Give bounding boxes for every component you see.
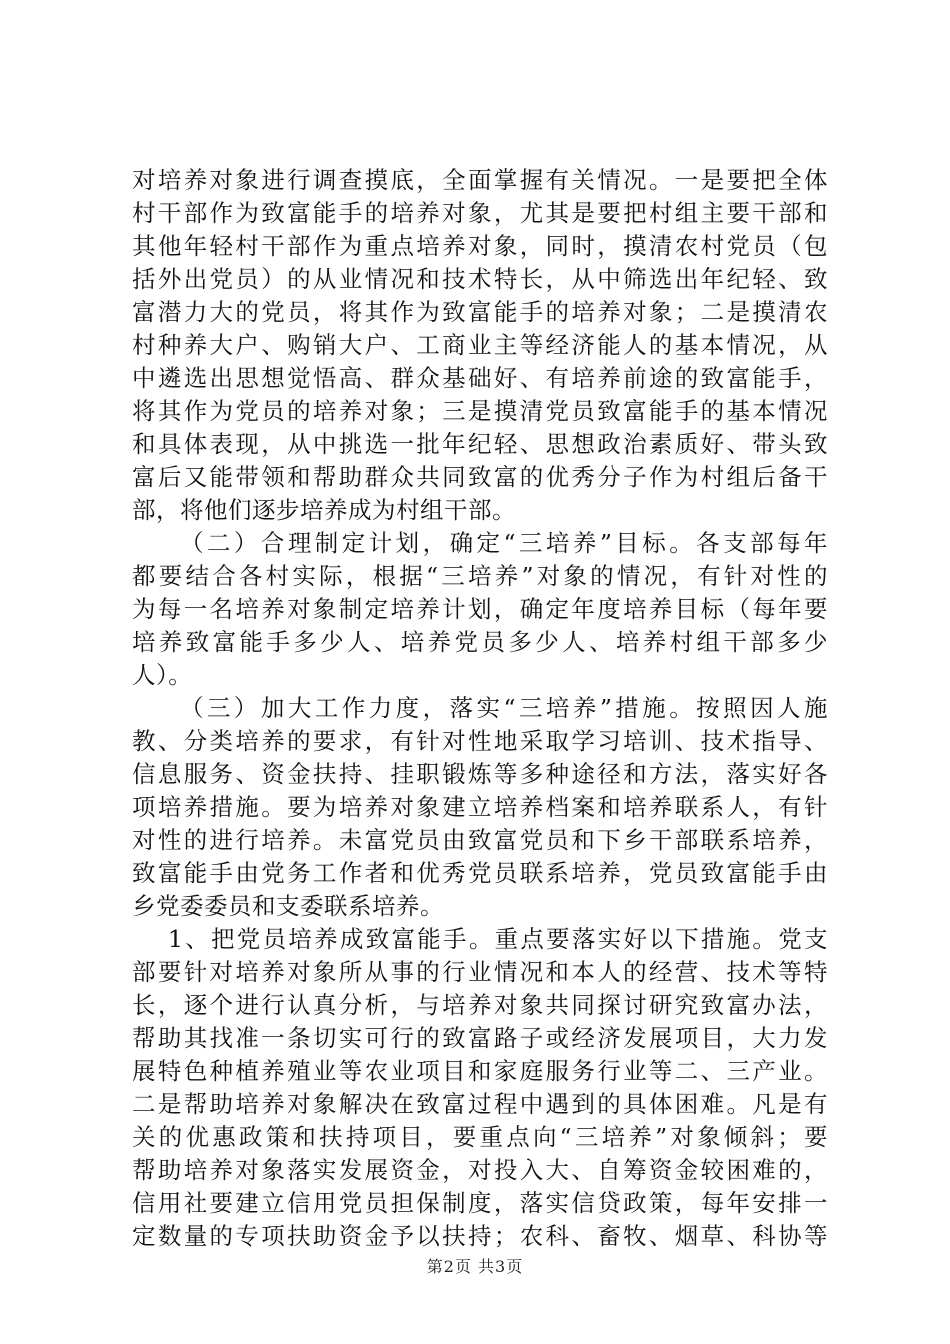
paragraph-2 bbox=[132, 527, 828, 692]
paragraph-1 bbox=[132, 164, 828, 527]
text-line: 村种养大户、购销大户、工商业主等经济能人的基本情况，从 bbox=[132, 331, 828, 359]
text-line: 定数量的专项扶助资金予以扶持；农科、畜牧、烟草、科协等 bbox=[132, 1222, 828, 1250]
text-line: 将其作为党员的培养对象；三是摸清党员致富能手的基本情况 bbox=[132, 397, 828, 425]
text-line: 其他年轻村干部作为重点培养对象，同时，摸清农村党员（包 bbox=[132, 232, 828, 260]
text-line: 部，将他们逐步培养成为村组干部。 bbox=[132, 496, 516, 524]
text-line: 村干部作为致富能手的培养对象，尤其是要把村组主要干部和 bbox=[132, 199, 828, 227]
text-line: （二）合理制定计划，确定“三培养”目标。各支部每年 bbox=[180, 529, 828, 557]
text-line: 二是帮助培养对象解决在致富过程中遇到的具体困难。凡是有 bbox=[132, 1090, 828, 1118]
text-line: （三）加大工作力度，落实“三培养”措施。按照因人施 bbox=[180, 694, 828, 722]
text-line: 富后又能带领和帮助群众共同致富的优秀分子作为村组后备干 bbox=[132, 463, 828, 491]
text-line: 中遴选出思想觉悟高、群众基础好、有培养前途的致富能手， bbox=[132, 364, 828, 392]
text-line: 长，逐个进行认真分析，与培养对象共同探讨研究致富办法， bbox=[132, 991, 828, 1019]
text-line: 帮助培养对象落实发展资金，对投入大、自筹资金较困难的， bbox=[132, 1156, 828, 1184]
paragraph-3 bbox=[132, 692, 828, 923]
text-line: 信用社要建立信用党员担保制度，落实信贷政策，每年安排一 bbox=[132, 1189, 828, 1217]
document-body bbox=[132, 164, 828, 1253]
text-line: 项培养措施。要为培养对象建立培养档案和培养联系人，有针 bbox=[132, 793, 828, 821]
text-line: 都要结合各村实际，根据“三培养”对象的情况，有针对性的 bbox=[132, 562, 828, 590]
page-number: 第2页 共3页 bbox=[426, 1257, 524, 1276]
paragraph-4 bbox=[132, 923, 828, 1253]
text-line: 富潜力大的党员，将其作为致富能手的培养对象；二是摸清农 bbox=[132, 298, 828, 326]
text-line: 为每一名培养对象制定培养计划，确定年度培养目标（每年要 bbox=[132, 595, 828, 623]
text-line: 括外出党员）的从业情况和技术特长，从中筛选出年纪轻、致 bbox=[132, 265, 828, 293]
text-line: 和具体表现，从中挑选一批年纪轻、思想政治素质好、带头致 bbox=[132, 430, 828, 458]
text-line: 人）。 bbox=[132, 661, 193, 689]
text-line: 帮助其找准一条切实可行的致富路子或经济发展项目，大力发 bbox=[132, 1024, 828, 1052]
text-line: 教、分类培养的要求，有针对性地采取学习培训、技术指导、 bbox=[132, 727, 828, 755]
text-line: 信息服务、资金扶持、挂职锻炼等多种途径和方法，落实好各 bbox=[132, 760, 828, 788]
text-line: 致富能手由党务工作者和优秀党员联系培养，党员致富能手由 bbox=[132, 859, 828, 887]
text-line: 培养致富能手多少人、培养党员多少人、培养村组干部多少 bbox=[132, 628, 828, 656]
text-line: 关的优惠政策和扶持项目，要重点向“三培养”对象倾斜；要 bbox=[132, 1123, 828, 1151]
text-line: 乡党委委员和支委联系培养。 bbox=[132, 892, 444, 920]
text-line: 对性的进行培养。未富党员由致富党员和下乡干部联系培养， bbox=[132, 826, 828, 854]
text-line: 对培养对象进行调查摸底，全面掌握有关情况。一是要把全体 bbox=[132, 166, 828, 194]
text-line: 展特色种植养殖业等农业项目和家庭服务行业等二、三产业。 bbox=[132, 1057, 828, 1085]
text-line: 1、把党员培养成致富能手。重点要落实好以下措施。党支 bbox=[168, 925, 828, 953]
text-line: 部要针对培养对象所从事的行业情况和本人的经营、技术等特 bbox=[132, 958, 828, 986]
